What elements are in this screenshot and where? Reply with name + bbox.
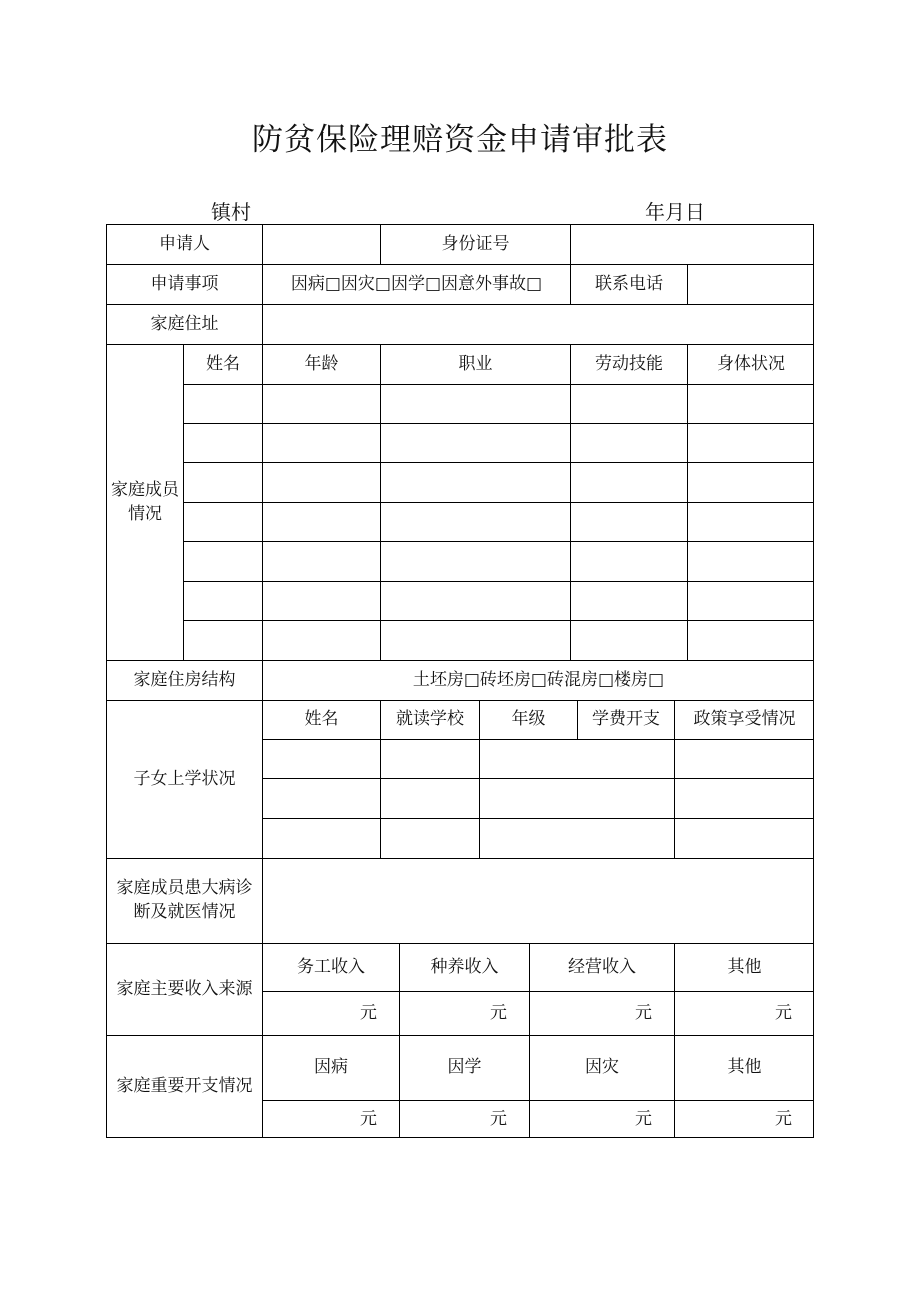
application-item-options[interactable]: 因病□因灾□因学□因意外事故□ bbox=[262, 264, 570, 304]
expense-amount-field[interactable]: 元 bbox=[262, 1100, 399, 1138]
children-col-header: 政策享受情况 bbox=[674, 700, 814, 739]
members-cell[interactable] bbox=[262, 462, 380, 502]
housing-structure-label: 家庭住房结构 bbox=[106, 660, 262, 700]
members-cell[interactable] bbox=[183, 423, 262, 462]
members-col-header: 劳动技能 bbox=[570, 344, 687, 384]
income-amount-field[interactable]: 元 bbox=[399, 991, 529, 1035]
children-col-header: 姓名 bbox=[262, 700, 380, 739]
members-col-header: 姓名 bbox=[183, 344, 262, 384]
members-cell[interactable] bbox=[570, 384, 687, 423]
children-col-header: 学费开支 bbox=[577, 700, 674, 739]
members-cell[interactable] bbox=[570, 581, 687, 620]
housing-structure-options[interactable]: 土坯房□砖坯房□砖混房□楼房□ bbox=[262, 660, 814, 700]
expense-amount-field[interactable]: 元 bbox=[674, 1100, 814, 1138]
expense-col-header: 因病 bbox=[262, 1035, 399, 1100]
members-col-header: 年龄 bbox=[262, 344, 380, 384]
phone-field[interactable] bbox=[687, 264, 814, 304]
applicant-label: 申请人 bbox=[106, 224, 262, 264]
id-number-label: 身份证号 bbox=[380, 224, 570, 264]
income-amount-field[interactable]: 元 bbox=[262, 991, 399, 1035]
date-label: 年月日 bbox=[645, 200, 705, 224]
members-cell[interactable] bbox=[262, 502, 380, 541]
expense-col-header: 因学 bbox=[399, 1035, 529, 1100]
members-cell[interactable] bbox=[380, 541, 570, 581]
members-cell[interactable] bbox=[262, 384, 380, 423]
members-cell[interactable] bbox=[183, 541, 262, 581]
income-col-header: 其他 bbox=[674, 943, 814, 991]
members-cell[interactable] bbox=[687, 620, 814, 660]
address-label: 家庭住址 bbox=[106, 304, 262, 344]
members-cell[interactable] bbox=[687, 423, 814, 462]
children-cell[interactable] bbox=[380, 739, 479, 778]
members-cell[interactable] bbox=[687, 384, 814, 423]
income-col-header: 务工收入 bbox=[262, 943, 399, 991]
members-cell[interactable] bbox=[570, 541, 687, 581]
children-cell[interactable] bbox=[262, 818, 380, 858]
members-cell[interactable] bbox=[183, 462, 262, 502]
members-cell[interactable] bbox=[183, 581, 262, 620]
address-field[interactable] bbox=[262, 304, 814, 344]
expense-amount-field[interactable]: 元 bbox=[399, 1100, 529, 1138]
children-cell[interactable] bbox=[674, 739, 814, 778]
illness-field[interactable] bbox=[262, 858, 814, 943]
children-cell[interactable] bbox=[380, 778, 479, 818]
members-cell[interactable] bbox=[380, 462, 570, 502]
members-cell[interactable] bbox=[687, 502, 814, 541]
income-col-header: 经营收入 bbox=[529, 943, 674, 991]
members-cell[interactable] bbox=[262, 581, 380, 620]
children-cell[interactable] bbox=[380, 818, 479, 858]
members-cell[interactable] bbox=[380, 620, 570, 660]
members-cell[interactable] bbox=[687, 462, 814, 502]
children-cell[interactable] bbox=[479, 778, 674, 818]
members-cell[interactable] bbox=[262, 620, 380, 660]
members-cell[interactable] bbox=[183, 384, 262, 423]
illness-label: 家庭成员患大病诊断及就医情况 bbox=[106, 858, 262, 943]
children-col-header: 年级 bbox=[479, 700, 577, 739]
children-cell[interactable] bbox=[262, 739, 380, 778]
members-cell[interactable] bbox=[570, 423, 687, 462]
members-cell[interactable] bbox=[380, 423, 570, 462]
members-cell[interactable] bbox=[570, 502, 687, 541]
income-sources-label: 家庭主要收入来源 bbox=[106, 943, 262, 1035]
members-cell[interactable] bbox=[183, 620, 262, 660]
income-amount-field[interactable]: 元 bbox=[674, 991, 814, 1035]
members-cell[interactable] bbox=[262, 423, 380, 462]
members-cell[interactable] bbox=[570, 620, 687, 660]
children-schooling-label: 子女上学状况 bbox=[106, 700, 262, 858]
members-col-header: 职业 bbox=[380, 344, 570, 384]
members-cell[interactable] bbox=[687, 541, 814, 581]
expense-col-header: 其他 bbox=[674, 1035, 814, 1100]
children-cell[interactable] bbox=[479, 818, 674, 858]
members-cell[interactable] bbox=[570, 462, 687, 502]
town-village-label: 镇村 bbox=[211, 200, 251, 224]
members-cell[interactable] bbox=[380, 502, 570, 541]
application-item-label: 申请事项 bbox=[106, 264, 262, 304]
expenses-label: 家庭重要开支情况 bbox=[106, 1035, 262, 1138]
expense-amount-field[interactable]: 元 bbox=[529, 1100, 674, 1138]
page-title: 防贫保险理赔资金申请审批表 bbox=[252, 122, 668, 158]
applicant-field[interactable] bbox=[262, 224, 380, 264]
members-col-header: 身体状况 bbox=[687, 344, 814, 384]
members-cell[interactable] bbox=[380, 384, 570, 423]
members-cell[interactable] bbox=[262, 541, 380, 581]
members-cell[interactable] bbox=[380, 581, 570, 620]
id-number-field[interactable] bbox=[570, 224, 814, 264]
children-cell[interactable] bbox=[262, 778, 380, 818]
phone-label: 联系电话 bbox=[570, 264, 687, 304]
children-cell[interactable] bbox=[674, 818, 814, 858]
children-cell[interactable] bbox=[479, 739, 674, 778]
income-amount-field[interactable]: 元 bbox=[529, 991, 674, 1035]
children-cell[interactable] bbox=[674, 778, 814, 818]
family-members-label: 家庭成员情况 bbox=[106, 344, 183, 660]
expense-col-header: 因灾 bbox=[529, 1035, 674, 1100]
income-col-header: 种养收入 bbox=[399, 943, 529, 991]
members-cell[interactable] bbox=[687, 581, 814, 620]
children-col-header: 就读学校 bbox=[380, 700, 479, 739]
members-cell[interactable] bbox=[183, 502, 262, 541]
